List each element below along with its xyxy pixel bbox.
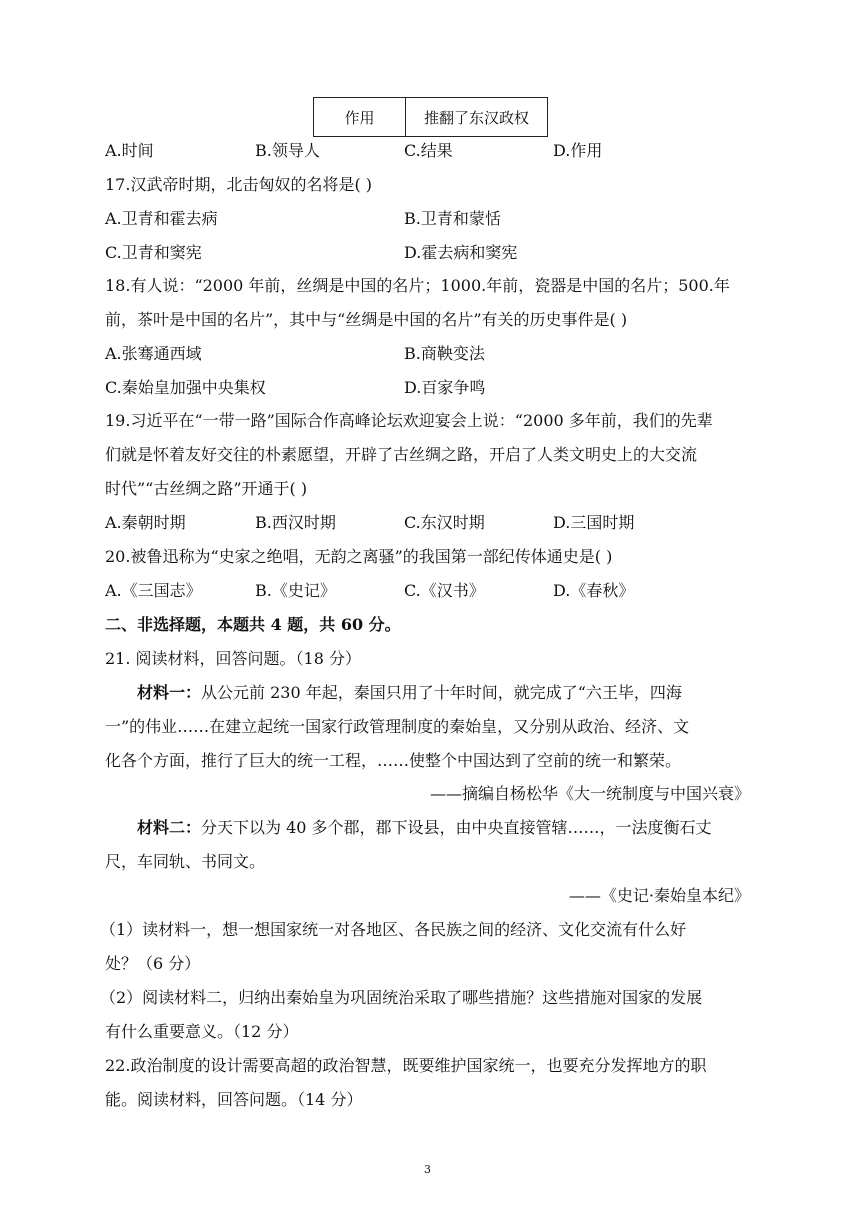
table-cell-value: 推翻了东汉政权 — [406, 98, 548, 137]
q22-stem-line1: 22.政治制度的设计需要高超的政治智慧，既要维护国家统一，也要充分发挥地方的职 — [105, 1056, 707, 1075]
q21-material1-line3: 化各个方面，推行了巨大的统一工程，……使整个中国达到了空前的统一和繁荣。 — [105, 751, 682, 770]
material2-text: 分天下以为 40 多个郡，郡下设县，由中央直接管辖……，一法度衡石丈 — [201, 818, 712, 837]
q21-sub2-line2: 有什么重要意义。（12 分） — [105, 1022, 299, 1041]
material1-label: 材料一： — [137, 683, 202, 702]
q19-stem-line3: 时代”“古丝绸之路”开通于( ) — [105, 479, 308, 498]
q22-stem-line2: 能。阅读材料，回答问题。（14 分） — [105, 1090, 363, 1109]
q21-sub1-line1: （1）读材料一，想一想国家统一对各地区、各民族之间的经济、文化交流有什么好 — [100, 920, 687, 939]
section-heading: 二、非选择题，本题共 4 题，共 60 分。 — [105, 615, 401, 634]
page-number: 3 — [424, 1163, 431, 1176]
q19-stem-line1: 19.习近平在“一带一路”国际合作高峰论坛欢迎宴会上说：“2000 多年前，我们的先辈 — [105, 411, 713, 430]
q19-stem-line2: 们就是怀着友好交往的朴素愿望，开辟了古丝绸之路，开启了人类文明史上的大交流 — [105, 445, 698, 464]
q17-option-c: C.卫青和窦宪 — [105, 243, 202, 262]
material2-label: 材料二： — [137, 818, 202, 837]
q18-stem-line1: 18.有人说：“2000 年前，丝绸是中国的名片；1000.年前，瓷器是中国的名片；500.年 — [105, 276, 730, 295]
table-row — [314, 98, 548, 137]
q21-material2-line2: 尺，车同轨、书同文。 — [105, 852, 266, 871]
q20-stem: 20.被鲁迅称为“史家之绝唱，无韵之离骚”的我国第一部纪传体通史是( ) — [105, 547, 613, 566]
q17-stem: 17.汉武帝时期，北击匈奴的名将是( ) — [105, 175, 373, 194]
q21-material1-line1 — [137, 682, 682, 704]
q16-option-b: B.领导人 — [255, 141, 320, 160]
q17-option-b: B.卫青和蒙恬 — [404, 209, 501, 228]
q18-option-d: D.百家争鸣 — [404, 378, 486, 397]
q19-option-b: B.西汉时期 — [255, 513, 336, 532]
events-table-fragment — [313, 97, 548, 137]
q20-option-c: C.《汉书》 — [404, 581, 485, 600]
q19-option-a: A.秦朝时期 — [105, 513, 186, 532]
q21-material1-line2: 一”的伟业……在建立起统一国家行政管理制度的秦始皇，又分别从政治、经济、文 — [105, 717, 690, 736]
table-cell-label: 作用 — [314, 98, 406, 137]
q20-option-a: A.《三国志》 — [105, 581, 202, 600]
q21-stem: 21. 阅读材料，回答问题。（18 分） — [105, 649, 361, 668]
q21-material2-line1 — [137, 817, 712, 839]
q18-option-c: C.秦始皇加强中央集权 — [105, 378, 266, 397]
q21-sub1-line2: 处？（6 分） — [105, 954, 201, 973]
q20-option-d: D.《春秋》 — [553, 581, 635, 600]
q16-option-a: A.时间 — [105, 141, 154, 160]
q19-option-d: D.三国时期 — [553, 513, 635, 532]
material1-text: 从公元前 230 年起，秦国只用了十年时间，就完成了“六王毕，四海 — [201, 683, 682, 702]
material1-source: ——摘编自杨松华《大一统制度与中国兴衰》 — [429, 784, 750, 803]
q16-option-c: C.结果 — [404, 141, 453, 160]
q18-option-a: A.张骞通西域 — [105, 344, 202, 363]
q18-option-b: B.商鞅变法 — [404, 344, 485, 363]
q20-option-b: B.《史记》 — [255, 581, 336, 600]
material2-source: ——《史记·秦始皇本纪》 — [568, 886, 750, 905]
q18-stem-line2: 前，茶叶是中国的名片”，其中与“丝绸是中国的名片”有关的历史事件是( ) — [105, 310, 628, 329]
q17-option-d: D.霍去病和窦宪 — [404, 243, 518, 262]
q16-option-d: D.作用 — [553, 141, 603, 160]
q19-option-c: C.东汉时期 — [404, 513, 485, 532]
q17-option-a: A.卫青和霍去病 — [105, 209, 218, 228]
q21-sub2-line1: （2）阅读材料二，归纳出秦始皇为巩固统治采取了哪些措施？这些措施对国家的发展 — [100, 988, 703, 1007]
